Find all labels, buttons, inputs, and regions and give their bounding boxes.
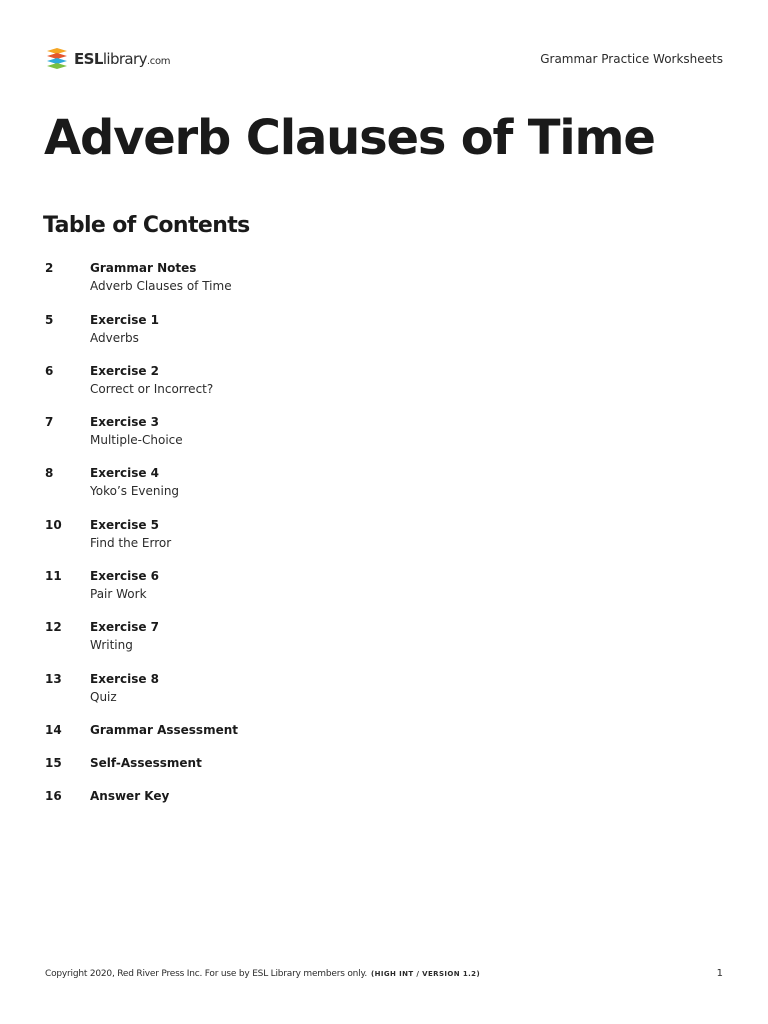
toc-item-subtitle: Adverbs <box>90 331 139 345</box>
toc-item-title: Exercise 4 <box>90 466 160 480</box>
logo-brand-primary: ESL <box>74 50 103 68</box>
toc-page-number: 2 <box>45 261 54 275</box>
toc-item-title: Exercise 1 <box>90 313 160 327</box>
page-number: 1 <box>716 968 723 979</box>
toc-item-exercise-2[interactable] <box>45 362 645 402</box>
toc-item-answer-key[interactable] <box>45 787 645 827</box>
toc-page-number: 10 <box>45 518 62 532</box>
toc-item-title: Answer Key <box>90 789 170 803</box>
toc-item-subtitle: Correct or Incorrect? <box>90 382 214 396</box>
toc-item-subtitle: Multiple-Choice <box>90 433 183 447</box>
toc-item-title: Exercise 7 <box>90 620 160 634</box>
document-title: Adverb Clauses of Time <box>44 110 655 166</box>
toc-item-title: Exercise 3 <box>90 415 160 429</box>
toc-item-subtitle: Quiz <box>90 690 117 704</box>
table-of-contents <box>45 0 645 1024</box>
toc-item-title: Exercise 5 <box>90 518 160 532</box>
toc-item-exercise-5[interactable] <box>45 516 645 556</box>
logo-brand-secondary: library <box>102 50 147 68</box>
toc-item-subtitle: Yoko’s Evening <box>90 484 180 498</box>
toc-page-number: 7 <box>45 415 54 429</box>
toc-page-number: 15 <box>45 756 62 770</box>
toc-item-title: Self-Assessment <box>90 756 202 770</box>
page-footer <box>45 966 723 984</box>
copyright-text: Copyright 2020, Red River Press Inc. For use by ESL Library members only. <box>45 969 367 979</box>
toc-item-grammar-notes[interactable] <box>45 259 645 299</box>
toc-item-subtitle: Find the Error <box>90 536 172 550</box>
toc-item-title: Grammar Notes <box>90 261 197 275</box>
toc-item-subtitle: Adverb Clauses of Time <box>90 279 232 293</box>
toc-page-number: 13 <box>45 672 62 686</box>
toc-item-exercise-1[interactable] <box>45 311 645 351</box>
toc-item-exercise-6[interactable] <box>45 567 645 607</box>
toc-item-exercise-7[interactable] <box>45 618 645 658</box>
toc-item-subtitle: Writing <box>90 638 133 652</box>
toc-page-number: 5 <box>45 313 54 327</box>
toc-page-number: 8 <box>45 466 54 480</box>
logo-brand-suffix: .com <box>146 56 171 67</box>
toc-heading: Table of Contents <box>43 213 250 238</box>
toc-item-title: Grammar Assessment <box>90 723 238 737</box>
toc-item-title: Exercise 8 <box>90 672 160 686</box>
toc-page-number: 12 <box>45 620 62 634</box>
toc-page-number: 16 <box>45 789 62 803</box>
series-label: Grammar Practice Worksheets <box>540 52 723 66</box>
toc-item-subtitle: Pair Work <box>90 587 147 601</box>
toc-page-number: 6 <box>45 364 54 378</box>
toc-item-exercise-8[interactable] <box>45 670 645 710</box>
toc-item-exercise-4[interactable] <box>45 464 645 504</box>
toc-page-number: 14 <box>45 723 62 737</box>
toc-page-number: 11 <box>45 569 62 583</box>
version-label: (HIGH INT / VERSION 1.2) <box>370 970 481 978</box>
toc-item-title: Exercise 2 <box>90 364 160 378</box>
toc-item-title: Exercise 6 <box>90 569 160 583</box>
toc-item-exercise-3[interactable] <box>45 413 645 453</box>
footer-copyright <box>45 966 480 982</box>
